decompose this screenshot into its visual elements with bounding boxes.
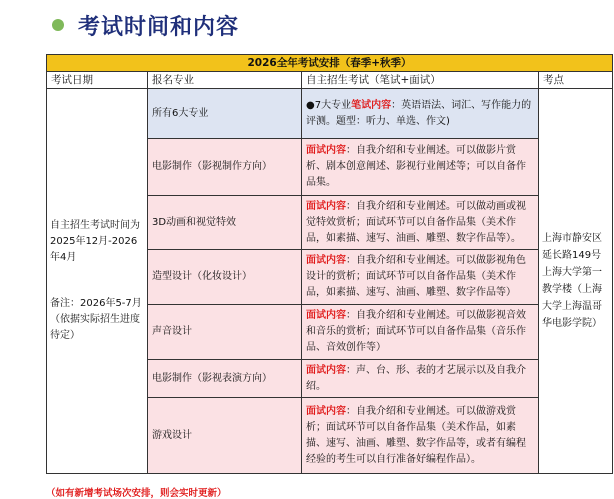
major-cell: 造型设计（化妆设计） — [148, 250, 302, 305]
table-caption: 2026全年考试安排（春季+秋季） — [47, 55, 613, 72]
major-cell: 游戏设计 — [148, 398, 302, 474]
exam-date-note: 备注：2026年5-7月（依据实际招生进度待定） — [50, 298, 142, 341]
content-text: ：自我介绍和专业阐述。可以做游戏赏析；面试环节可以自备作品集（美术作品，如素描、速写、油画、雕塑、数字作品等，或者有编程经验的考生可以自行准备好编程作品）。 — [306, 405, 526, 465]
content-cell — [302, 360, 539, 398]
major-cell: 电影制作（影视表演方向） — [148, 360, 302, 398]
content-label: 面试内容 — [306, 200, 346, 212]
content-text: ：自我介绍和专业阐述。可以做影视音效和音乐的赏析；面试环节可以自备作品集（音乐作品、音效创作等） — [306, 310, 526, 353]
content-text: ：自我介绍和专业阐述。可以做动画或视觉特效赏析；面试环节可以自备作品集（美术作品，如素描、速写、油画、雕塑、数字作品等）。 — [306, 200, 526, 244]
content-label: 面试内容 — [306, 255, 346, 266]
content-cell — [302, 89, 539, 139]
content-label: 面试内容 — [306, 310, 346, 321]
content-text: ：声、台、形、表的才艺展示以及自我介绍。 — [306, 364, 526, 392]
content-cell — [302, 398, 539, 474]
header-location: 考点 — [539, 72, 613, 89]
header-exam-date: 考试日期 — [47, 72, 148, 89]
major-cell: 所有6大专业 — [148, 89, 302, 139]
location-cell: 上海市静安区延长路149号上海大学第一教学楼（上海大学上海温哥华电影学院） — [539, 89, 613, 474]
content-label: 笔试内容 — [351, 99, 392, 111]
page-title: 考试时间和内容 — [78, 14, 240, 40]
content-label: 面试内容 — [306, 364, 346, 376]
content-cell — [302, 139, 539, 196]
footnote: （如有新增考试场次安排，则会实时更新） — [46, 488, 227, 499]
major-cell: 电影制作（影视制作方向） — [148, 139, 302, 196]
content-text: ：自我介绍和专业阐述。可以做影片赏析、剧本创意阐述、影视行业阐述等；可以自备作品集。 — [306, 145, 526, 188]
header-major: 报名专业 — [148, 72, 302, 89]
content-text: ：自我介绍和专业阐述。可以做影视角色设计的赏析；面试环节可以自备作品集（美术作品，如素描、速写、油画、雕塑、数字作品等） — [306, 255, 526, 298]
major-cell: 声音设计 — [148, 305, 302, 360]
content-label: 面试内容 — [306, 145, 346, 156]
major-cell: 3D动画和视觉特效 — [148, 196, 302, 250]
page-header — [52, 10, 239, 40]
exam-schedule-table — [46, 54, 613, 474]
header-exam-content: 自主招生考试（笔试+面试） — [302, 72, 539, 89]
bullet-icon — [52, 19, 64, 31]
written-prefix: ●7大专业 — [306, 99, 352, 111]
content-label: 面试内容 — [306, 405, 346, 417]
content-cell — [302, 305, 539, 360]
exam-date-text: 自主招生考试时间为2025年12月-2026年4月 — [50, 220, 140, 263]
content-cell — [302, 196, 539, 250]
content-text: ：英语语法、词汇、写作能力的评测。题型：听力、单选、作文) — [306, 99, 532, 127]
exam-date-cell — [47, 89, 148, 474]
content-cell — [302, 250, 539, 305]
